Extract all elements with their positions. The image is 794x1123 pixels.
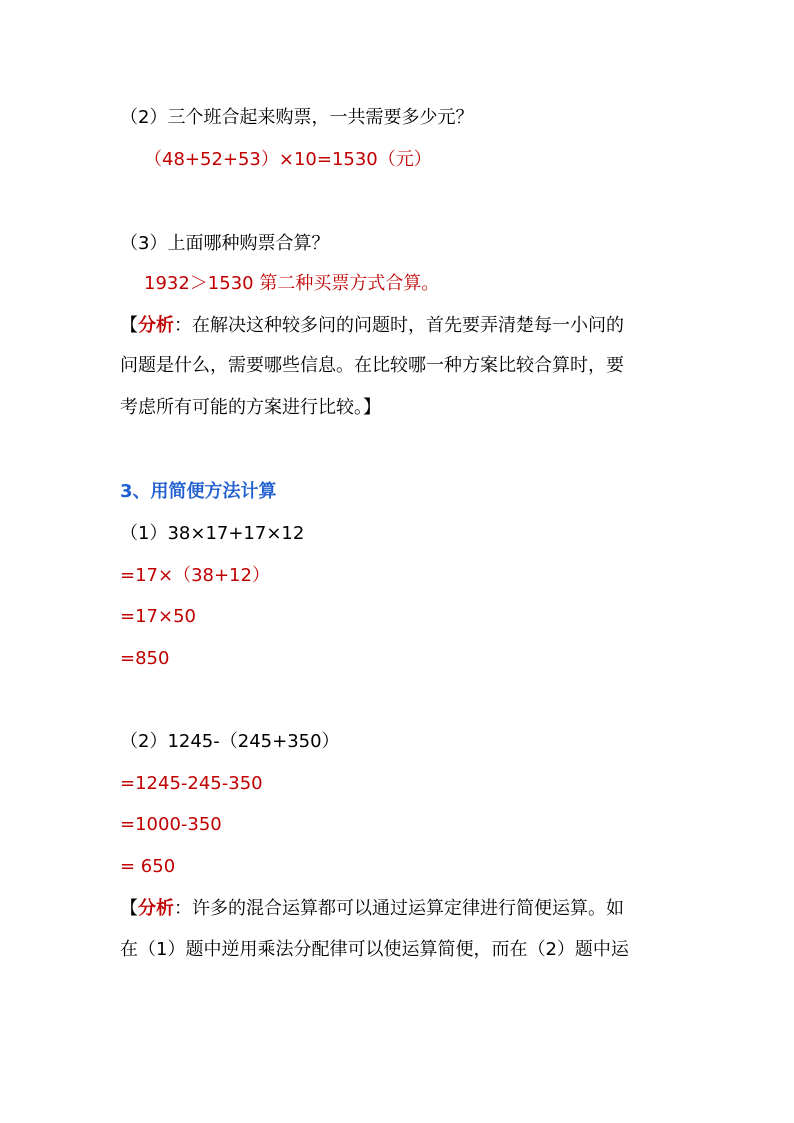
q2-answer: （48+52+53）×10=1530（元） [144, 149, 432, 170]
p1-step-2: =17×50 [120, 606, 196, 627]
p2-step-2: =1000-350 [120, 814, 222, 835]
analysis1-line2: 问题是什么，需要哪些信息。在比较哪一种方案比较合算时，要 [120, 355, 624, 376]
analysis2-bracket: 【 [120, 898, 138, 919]
p2-step-1: =1245-245-350 [120, 773, 263, 794]
q3-question: （3）上面哪种购票合算？ [120, 233, 330, 254]
q3-answer: 1932＞1530 第二种买票方式合算。 [144, 273, 440, 294]
analysis1-text: ：在解决这种较多问的问题时，首先要弄清楚每一小问的 [174, 315, 624, 336]
p1-step-3: =850 [120, 648, 170, 669]
analysis2-tag: 分析 [138, 898, 174, 919]
analysis1-bracket: 【 [120, 315, 138, 336]
analysis1-line3: 考虑所有可能的方案进行比较。】 [120, 397, 381, 418]
analysis2-line2: 在（1）题中逆用乘法分配律可以使运算简便，而在（2）题中运 [120, 939, 629, 960]
p1-question: （1）38×17+17×12 [120, 523, 305, 544]
section3-heading: 3、用简便方法计算 [120, 481, 277, 502]
p2-step-3: = 650 [120, 856, 176, 877]
analysis1-tag: 分析 [138, 315, 174, 336]
p1-step-1: =17×（38+12） [120, 565, 270, 586]
analysis2-text: ：许多的混合运算都可以通过运算定律进行简便运算。如 [174, 898, 624, 919]
analysis1-line1 [120, 314, 624, 338]
p2-question: （2）1245-（245+350） [120, 731, 340, 752]
q2-question: （2）三个班合起来购票，一共需要多少元？ [120, 107, 474, 128]
analysis2-line1 [120, 897, 624, 921]
